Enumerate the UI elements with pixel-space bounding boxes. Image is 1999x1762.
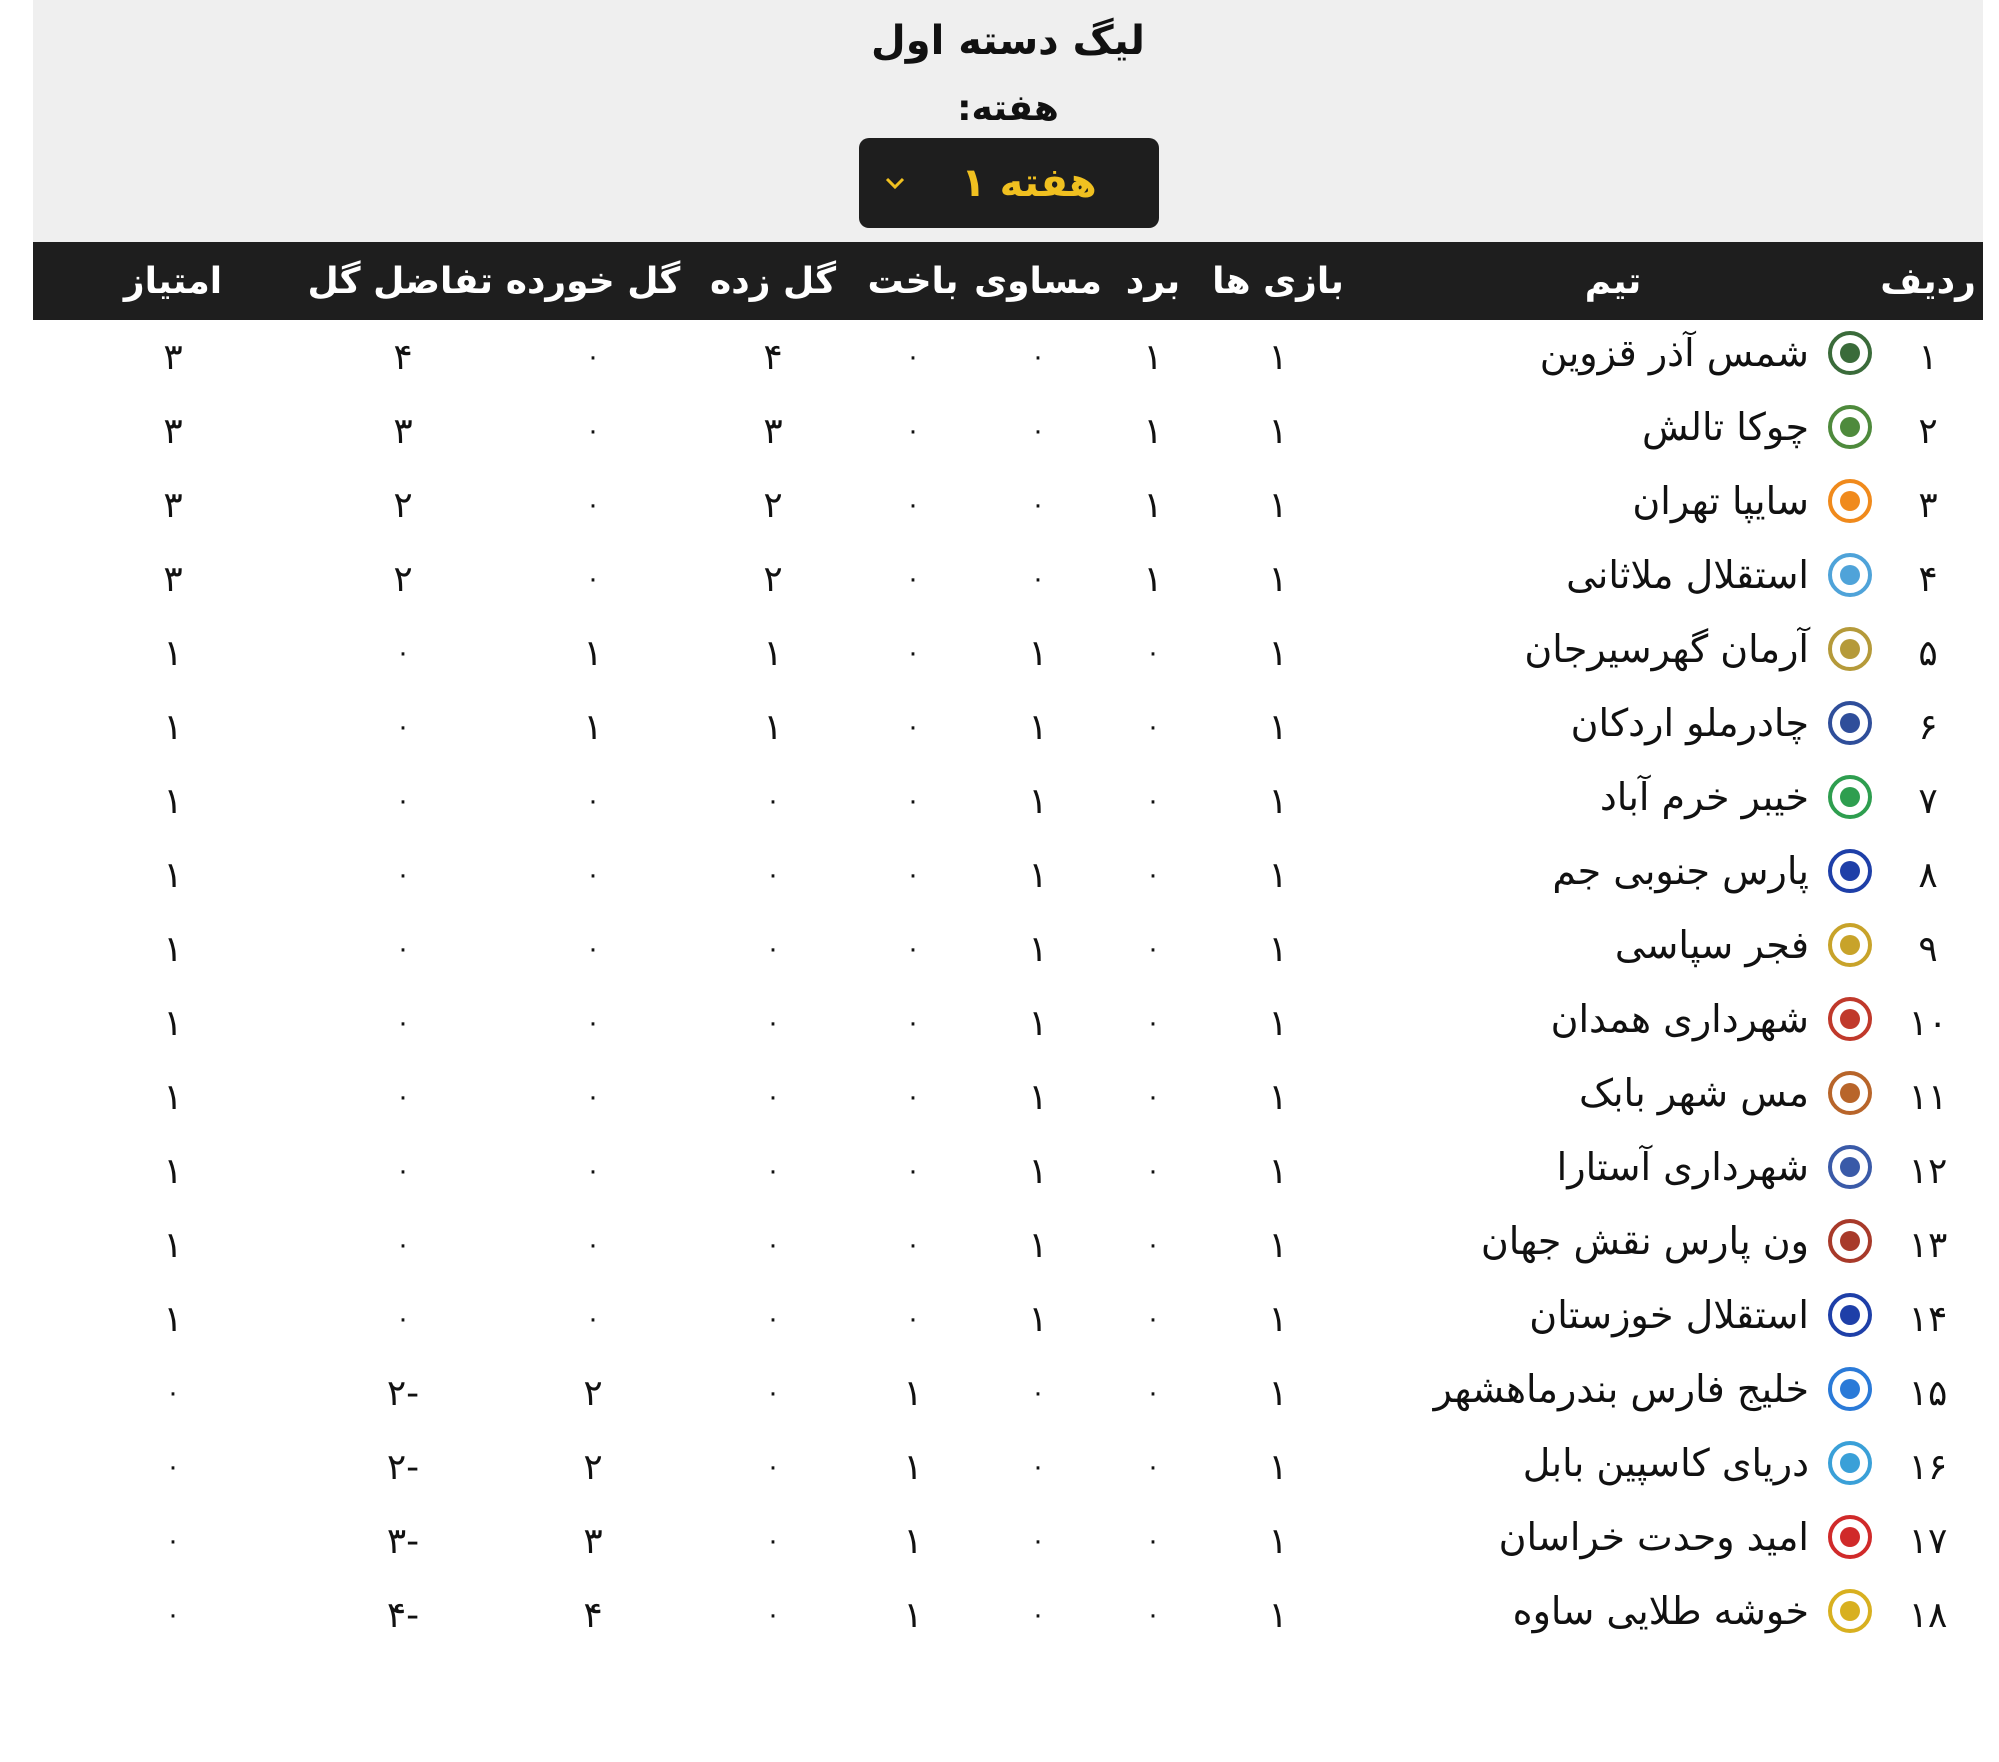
col-team: تیم [1584,260,1642,302]
shahrdari-astara-logo-icon [1827,1144,1873,1190]
rank-cell: ۳ [1918,484,1938,526]
team-name: سایپا تهران [1632,478,1809,523]
lost-cell: ۱ [903,1372,923,1414]
played-cell: ۱ [1268,632,1288,674]
drawn-cell: ۱ [1028,1224,1048,1266]
team-cell [1353,1208,1873,1282]
team-name: آرمان گهرسیرجان [1524,626,1809,671]
col-drawn: مساوی [974,260,1102,302]
played-cell: ۱ [1268,706,1288,748]
goal-difference-cell: -۲ [386,1446,420,1488]
team-entry [1481,1218,1873,1264]
won-cell: ۰ [1146,1526,1160,1556]
lost-cell: ۰ [906,564,920,594]
drawn-cell: ۰ [1031,490,1045,520]
goal-difference-cell: ۴ [393,336,413,378]
rank-cell: ۱۲ [1908,1150,1948,1192]
table-row [33,1578,1983,1652]
goals-for-cell: ۰ [766,1230,780,1260]
played-cell: ۱ [1268,1372,1288,1414]
goal-difference-cell: ۰ [396,786,410,816]
goals-against-cell: ۰ [586,1008,600,1038]
team-cell [1353,1356,1873,1430]
played-cell: ۱ [1268,854,1288,896]
drawn-cell: ۱ [1028,1150,1048,1192]
drawn-cell: ۱ [1028,706,1048,748]
won-cell: ۱ [1143,336,1163,378]
rank-cell: ۱۱ [1908,1076,1948,1118]
khooshe-talaei-logo-icon [1827,1588,1873,1634]
team-entry [1557,1144,1873,1190]
fajr-sepasi-logo-icon [1827,922,1873,968]
rank-cell: ۱۳ [1908,1224,1948,1266]
lost-cell: ۱ [903,1446,923,1488]
points-cell: ۱ [163,854,183,896]
played-cell: ۱ [1268,780,1288,822]
team-cell [1353,1504,1873,1578]
arman-gohar-logo-icon [1827,626,1873,672]
lost-cell: ۰ [906,786,920,816]
drawn-cell: ۱ [1028,854,1048,896]
played-cell: ۱ [1268,1594,1288,1636]
table-row [33,394,1983,468]
table-header-row [33,242,1983,320]
team-cell [1353,1578,1873,1652]
points-cell: ۱ [163,1298,183,1340]
goals-against-cell: ۰ [586,1082,600,1112]
won-cell: ۰ [1146,1156,1160,1186]
chooka-logo-icon [1827,404,1873,450]
points-cell: ۱ [163,1076,183,1118]
rank-cell: ۷ [1918,780,1938,822]
goals-for-cell: ۴ [763,336,783,378]
won-cell: ۰ [1146,1082,1160,1112]
drawn-cell: ۰ [1031,1600,1045,1630]
played-cell: ۱ [1268,1224,1288,1266]
won-cell: ۱ [1143,410,1163,452]
team-cell [1353,1134,1873,1208]
team-entry [1524,626,1873,672]
col-lost: باخت [867,260,959,302]
drawn-cell: ۱ [1028,1002,1048,1044]
played-cell: ۱ [1268,558,1288,600]
pars-jonoubi-logo-icon [1827,848,1873,894]
points-cell: ۳ [163,558,183,600]
table-row [33,1504,1983,1578]
goal-difference-cell: -۲ [386,1372,420,1414]
lost-cell: ۰ [906,416,920,446]
won-cell: ۰ [1146,1008,1160,1038]
goal-difference-cell: ۰ [396,1008,410,1038]
goals-for-cell: ۰ [766,1008,780,1038]
lost-cell: ۰ [906,712,920,742]
lost-cell: ۱ [903,1594,923,1636]
team-cell [1353,912,1873,986]
goals-against-cell: ۱ [583,632,603,674]
goals-for-cell: ۰ [766,1156,780,1186]
team-name: خوشه طلایی ساوه [1512,1588,1809,1633]
team-name: خلیج فارس بندرماهشهر [1433,1366,1809,1411]
played-cell: ۱ [1268,1002,1288,1044]
shams-azar-logo-icon [1827,330,1873,376]
rank-cell: ۱۰ [1908,1002,1948,1044]
team-cell [1353,690,1873,764]
team-name: دریای کاسپین بابل [1522,1440,1809,1485]
team-name: خیبر خرم آباد [1599,774,1809,819]
goals-for-cell: ۰ [766,1452,780,1482]
team-name: امید وحدت خراسان [1498,1514,1809,1559]
table-row [33,986,1983,1060]
played-cell: ۱ [1268,484,1288,526]
goals-against-cell: ۰ [586,786,600,816]
rank-cell: ۱۷ [1908,1520,1948,1562]
week-label: هفته: [957,88,1059,129]
standings-table [33,242,1983,1652]
drawn-cell: ۱ [1028,1298,1048,1340]
drawn-cell: ۰ [1031,1378,1045,1408]
kheybar-logo-icon [1827,774,1873,820]
table-row [33,912,1983,986]
rank-cell: ۱۸ [1908,1594,1948,1636]
lost-cell: ۱ [903,1520,923,1562]
goals-for-cell: ۱ [763,632,783,674]
played-cell: ۱ [1268,336,1288,378]
rank-cell: ۴ [1918,558,1938,600]
saipa-logo-icon [1827,478,1873,524]
lost-cell: ۰ [906,638,920,668]
played-cell: ۱ [1268,1298,1288,1340]
won-cell: ۰ [1146,1230,1160,1260]
esteghlal-khuzestan-logo-icon [1827,1292,1873,1338]
khalij-fars-logo-icon [1827,1366,1873,1412]
goal-difference-cell: ۰ [396,1304,410,1334]
goals-for-cell: ۱ [763,706,783,748]
team-entry [1566,552,1873,598]
goal-difference-cell: ۲ [393,558,413,600]
goals-against-cell: ۴ [583,1594,603,1636]
col-played: بازی ها [1212,260,1344,302]
drawn-cell: ۰ [1031,1526,1045,1556]
played-cell: ۱ [1268,1076,1288,1118]
won-cell: ۰ [1146,712,1160,742]
drawn-cell: ۱ [1028,928,1048,970]
table-row [33,838,1983,912]
won-cell: ۱ [1143,558,1163,600]
team-cell [1353,468,1873,542]
team-entry [1600,774,1873,820]
team-cell [1353,542,1873,616]
goals-for-cell: ۲ [763,558,783,600]
team-cell [1353,1430,1873,1504]
mes-shahrbabak-logo-icon [1827,1070,1873,1116]
table-row [33,1060,1983,1134]
won-cell: ۰ [1146,1600,1160,1630]
drawn-cell: ۰ [1031,1452,1045,1482]
goals-against-cell: ۰ [586,1304,600,1334]
points-cell: ۱ [163,632,183,674]
team-entry [1434,1366,1873,1412]
col-won: برد [1125,260,1181,302]
team-name: شهرداری آستارا [1556,1144,1809,1189]
chadormalu-logo-icon [1827,700,1873,746]
played-cell: ۱ [1268,1150,1288,1192]
won-cell: ۰ [1146,1452,1160,1482]
goal-difference-cell: ۲ [393,484,413,526]
points-cell: ۳ [163,336,183,378]
lost-cell: ۰ [906,1082,920,1112]
week-dropdown[interactable] [859,138,1159,228]
col-points: امتیاز [123,260,223,302]
goal-difference-cell: ۰ [396,860,410,890]
points-cell: ۱ [163,928,183,970]
team-name: چوکا تالش [1641,404,1809,449]
drawn-cell: ۱ [1028,632,1048,674]
lost-cell: ۰ [906,342,920,372]
team-entry [1579,1070,1873,1116]
goal-difference-cell: ۰ [396,1082,410,1112]
team-cell [1353,1060,1873,1134]
team-cell [1353,1282,1873,1356]
won-cell: ۰ [1146,638,1160,668]
won-cell: ۰ [1146,934,1160,964]
lost-cell: ۰ [906,1304,920,1334]
league-title: لیگ دسته اول [871,18,1145,64]
table-row [33,468,1983,542]
points-cell: ۳ [163,484,183,526]
lost-cell: ۰ [906,1156,920,1186]
goals-against-cell: ۲ [583,1446,603,1488]
rank-cell: ۱۴ [1908,1298,1948,1340]
team-entry [1552,848,1873,894]
points-cell: ۱ [163,1224,183,1266]
team-entry [1529,1292,1873,1338]
played-cell: ۱ [1268,928,1288,970]
goals-for-cell: ۰ [766,786,780,816]
team-entry [1615,922,1873,968]
team-cell [1353,986,1873,1060]
team-entry [1571,700,1873,746]
points-cell: ۱ [163,1002,183,1044]
col-rank: ردیف [1880,260,1976,302]
rank-cell: ۸ [1918,854,1938,896]
lost-cell: ۰ [906,490,920,520]
goals-for-cell: ۲ [763,484,783,526]
goals-against-cell: ۰ [586,564,600,594]
goals-against-cell: ۰ [586,342,600,372]
table-row [33,1208,1983,1282]
points-cell: ۳ [163,410,183,452]
goals-for-cell: ۳ [763,410,783,452]
won-cell: ۰ [1146,1378,1160,1408]
team-cell [1353,616,1873,690]
goals-against-cell: ۳ [583,1520,603,1562]
goals-for-cell: ۰ [766,1082,780,1112]
goals-for-cell: ۰ [766,1378,780,1408]
team-entry [1540,330,1873,376]
table-row [33,1430,1983,1504]
page-header [33,0,1983,242]
team-name: چادرملو اردکان [1570,700,1809,745]
table-row [33,1356,1983,1430]
table-row [33,320,1983,394]
goals-against-cell: ۰ [586,416,600,446]
lost-cell: ۰ [906,1008,920,1038]
lost-cell: ۰ [906,934,920,964]
goal-difference-cell: ۰ [396,712,410,742]
rank-cell: ۱ [1918,336,1938,378]
rank-cell: ۶ [1918,706,1938,748]
table-row [33,764,1983,838]
points-cell: ۱ [163,780,183,822]
team-name: ون پارس نقش جهان [1480,1218,1809,1263]
rank-cell: ۱۵ [1908,1372,1948,1414]
team-entry [1523,1440,1873,1486]
col-goal-difference: تفاضل گل [307,260,493,302]
played-cell: ۱ [1268,410,1288,452]
played-cell: ۱ [1268,1446,1288,1488]
rank-cell: ۹ [1918,928,1938,970]
rank-cell: ۵ [1918,632,1938,674]
team-entry [1513,1588,1873,1634]
goals-against-cell: ۲ [583,1372,603,1414]
goals-against-cell: ۰ [586,860,600,890]
goals-for-cell: ۰ [766,1526,780,1556]
shahrdari-hamedan-logo-icon [1827,996,1873,1042]
points-cell: ۱ [163,706,183,748]
team-cell [1353,394,1873,468]
omid-vahdat-logo-icon [1827,1514,1873,1560]
goal-difference-cell: ۰ [396,1156,410,1186]
goals-for-cell: ۰ [766,1304,780,1334]
points-cell: ۰ [166,1600,180,1630]
goal-difference-cell: ۰ [396,638,410,668]
goals-against-cell: ۰ [586,1156,600,1186]
drawn-cell: ۰ [1031,342,1045,372]
week-dropdown-value: هفته ۱ [961,160,1097,206]
points-cell: ۰ [166,1452,180,1482]
esteghlal-mollasani-logo-icon [1827,552,1873,598]
team-name: مس شهر بابک [1578,1070,1809,1115]
table-row [33,1134,1983,1208]
lost-cell: ۰ [906,860,920,890]
table-row [33,542,1983,616]
drawn-cell: ۰ [1031,416,1045,446]
drawn-cell: ۱ [1028,1076,1048,1118]
goals-for-cell: ۰ [766,1600,780,1630]
won-cell: ۰ [1146,1304,1160,1334]
team-cell [1353,764,1873,838]
team-cell [1353,838,1873,912]
col-goals-for: گل زده [709,260,837,302]
rank-cell: ۱۶ [1908,1446,1948,1488]
goal-difference-cell: ۳ [393,410,413,452]
points-cell: ۰ [166,1526,180,1556]
points-cell: ۱ [163,1150,183,1192]
won-cell: ۰ [1146,786,1160,816]
team-entry [1499,1514,1873,1560]
table-row [33,616,1983,690]
team-name: شمس آذر قزوین [1539,330,1809,375]
daryaye-caspian-logo-icon [1827,1440,1873,1486]
rank-cell: ۲ [1918,410,1938,452]
team-name: پارس جنوبی جم [1552,848,1809,893]
team-cell [1353,320,1873,394]
played-cell: ۱ [1268,1520,1288,1562]
goal-difference-cell: ۰ [396,934,410,964]
won-cell: ۱ [1143,484,1163,526]
won-cell: ۰ [1146,860,1160,890]
drawn-cell: ۱ [1028,780,1048,822]
goals-against-cell: ۱ [583,706,603,748]
goals-against-cell: ۰ [586,490,600,520]
lost-cell: ۰ [906,1230,920,1260]
goals-against-cell: ۰ [586,1230,600,1260]
goals-against-cell: ۰ [586,934,600,964]
team-name: استقلال خوزستان [1529,1292,1809,1337]
goal-difference-cell: -۳ [386,1520,420,1562]
team-entry [1632,478,1873,524]
goals-for-cell: ۰ [766,860,780,890]
team-name: شهرداری همدان [1550,996,1809,1041]
van-pars-logo-icon [1827,1218,1873,1264]
team-entry [1642,404,1873,450]
table-row [33,1282,1983,1356]
team-name: فجر سپاسی [1614,922,1809,967]
drawn-cell: ۰ [1031,564,1045,594]
goal-difference-cell: -۴ [386,1594,420,1636]
points-cell: ۰ [166,1378,180,1408]
goal-difference-cell: ۰ [396,1230,410,1260]
goals-for-cell: ۰ [766,934,780,964]
col-goals-against: گل خورده [505,260,681,302]
table-row [33,690,1983,764]
team-name: استقلال ملاثانی [1566,552,1809,597]
team-entry [1551,996,1873,1042]
